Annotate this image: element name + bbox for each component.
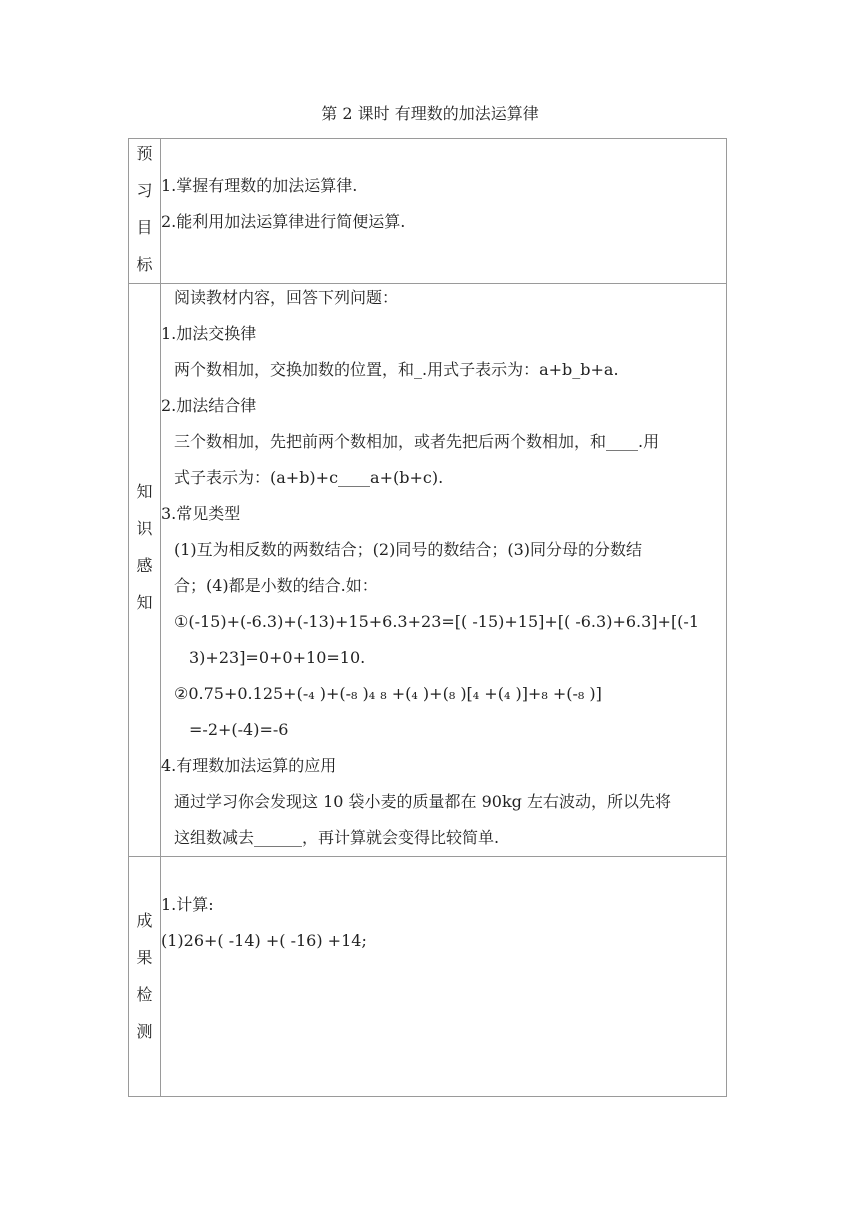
knowledge-text: 三个数相加，先把前两个数相加，或者先把后两个数相加，和____.用 (174, 432, 660, 451)
knowledge-intro: 阅读教材内容，回答下列问题： (174, 288, 399, 307)
goals-label-cell (129, 139, 161, 284)
check-label-char: 成 (136, 911, 153, 930)
knowledge-heading: 2.加法结合律 (161, 396, 257, 415)
check-label-cell (129, 857, 161, 1097)
check-item: (1)26+( -14) +( -16) +14; (161, 931, 367, 950)
knowledge-heading: 1.加法交换律 (161, 324, 257, 343)
knowledge-text: 两个数相加，交换加数的位置，和_.用式子表示为：a+b_b+a. (174, 360, 619, 379)
goals-label-char: 预 (136, 144, 153, 163)
knowledge-label-char: 知 (136, 593, 153, 612)
check-label-char: 测 (136, 1022, 153, 1041)
page-title: 第 2 课时 有理数的加法运算律 (321, 104, 539, 123)
knowledge-example: =-2+(-4)=-6 (189, 720, 289, 739)
check-content-cell (161, 857, 727, 1097)
knowledge-content-cell (161, 284, 727, 857)
knowledge-heading: 4.有理数加法运算的应用 (161, 756, 337, 775)
goals-label-char: 目 (136, 218, 153, 237)
knowledge-example: ②0.75+0.125+(-₄ )+(-₈ )₄ ₈ +(₄ )+(₈ )[₄ +(₄ )]+₈ +(-₈ )] (174, 684, 602, 703)
check-label-char: 检 (136, 985, 153, 1004)
knowledge-example: 3)+23]=0+0+10=10. (189, 648, 366, 667)
goals-content-cell (161, 139, 727, 284)
goal-item: 2.能利用加法运算律进行简便运算. (161, 212, 406, 231)
knowledge-label-char: 知 (136, 482, 153, 501)
knowledge-text: 式子表示为：(a+b)+c____a+(b+c). (174, 468, 444, 487)
knowledge-label-char: 感 (136, 556, 153, 575)
check-item: 1.计算: (161, 895, 214, 914)
knowledge-label-cell (129, 284, 161, 857)
knowledge-label-char: 识 (136, 519, 153, 538)
goals-label-char: 标 (136, 255, 153, 274)
knowledge-text: 这组数减去______，再计算就会变得比较简单. (174, 828, 500, 847)
knowledge-example: ①(-15)+(-6.3)+(-13)+15+6.3+23=[( -15)+15]+[( -6.3)+6.3]+[(-1 (174, 612, 700, 631)
check-label-char: 果 (136, 948, 153, 967)
worksheet-table (128, 138, 727, 1097)
knowledge-text: (1)互为相反数的两数结合；(2)同号的数结合；(3)同分母的分数结 (174, 540, 642, 559)
goal-item: 1.掌握有理数的加法运算律. (161, 176, 358, 195)
goals-row (129, 139, 727, 284)
knowledge-text: 合；(4)都是小数的结合.如： (174, 576, 378, 595)
knowledge-heading: 3.常见类型 (161, 504, 241, 523)
knowledge-text: 通过学习你会发现这 10 袋小麦的质量都在 90kg 左右波动，所以先将 (174, 792, 672, 811)
goals-label-char: 习 (136, 181, 153, 200)
knowledge-row (129, 284, 727, 857)
check-row (129, 857, 727, 1097)
